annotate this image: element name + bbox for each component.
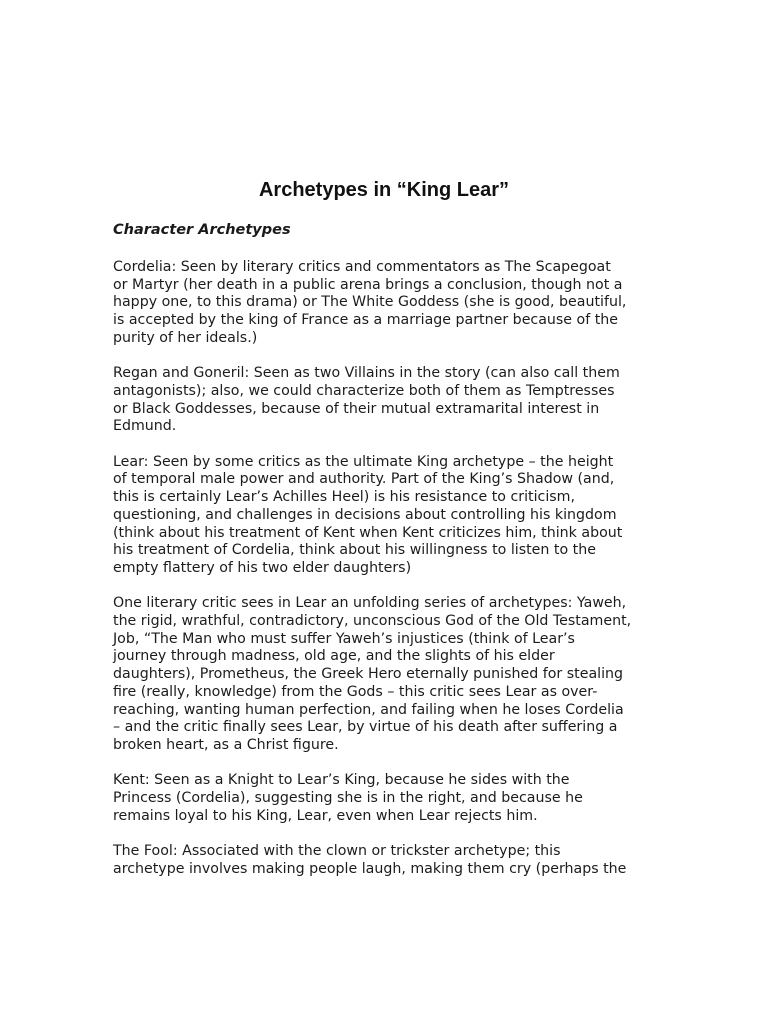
paragraph bbox=[113, 454, 658, 578]
text-line: his treatment of Cordelia, think about his willingness to listen to the bbox=[113, 542, 596, 559]
paragraph bbox=[113, 365, 658, 436]
text-line: daughters), Prometheus, the Greek Hero eternally punished for stealing bbox=[113, 666, 624, 683]
text-line: Job, “The Man who must suffer Yaweh’s injustices (think of Lear’s bbox=[113, 630, 575, 647]
paragraph bbox=[113, 843, 658, 878]
paragraph bbox=[113, 772, 658, 825]
text-line: or Martyr (her death in a public arena brings a conclusion, though not a bbox=[113, 276, 623, 293]
text-line: the rigid, wrathful, contradictory, unconscious God of the Old Testament, bbox=[113, 613, 632, 630]
text-line: One literary critic sees in Lear an unfolding series of archetypes: Yaweh, bbox=[113, 595, 627, 612]
text-line: remains loyal to his King, Lear, even when Lear rejects him. bbox=[113, 807, 538, 824]
text-line: The Fool: Associated with the clown or trickster archetype; this bbox=[113, 843, 561, 860]
text-line: empty flattery of his two elder daughters) bbox=[113, 559, 412, 576]
text-line: is accepted by the king of France as a marriage partner because of the bbox=[113, 312, 619, 329]
section-heading: Character Archetypes bbox=[113, 222, 291, 238]
text-line: Lear: Seen by some critics as the ultimate King archetype – the height bbox=[113, 453, 614, 470]
document-title: Archetypes in “King Lear” bbox=[258, 179, 510, 201]
text-line: – and the critic finally sees Lear, by virtue of his death after suffering a bbox=[113, 719, 618, 736]
text-line: Cordelia: Seen by literary critics and commentators as The Scapegoat bbox=[113, 259, 611, 275]
text-line: or Black Goddesses, because of their mutual extramarital interest in bbox=[113, 400, 600, 417]
text-line: journey through madness, old age, and the slights of his elder bbox=[113, 648, 555, 665]
text-line: archetype involves making people laugh, making them cry (perhaps the bbox=[113, 860, 627, 877]
text-line: purity of her ideals.) bbox=[113, 329, 258, 346]
text-line: broken heart, as a Christ figure. bbox=[113, 736, 339, 753]
text-line: happy one, to this drama) or The White Goddess (she is good, beautiful, bbox=[113, 294, 627, 311]
paragraph bbox=[113, 595, 658, 754]
paragraph bbox=[113, 259, 658, 348]
text-line: antagonists); also, we could characterize both of them as Temptresses bbox=[113, 382, 615, 399]
text-line: Edmund. bbox=[113, 418, 177, 435]
text-line: Regan and Goneril: Seen as two Villains in the story (can also call them bbox=[113, 365, 620, 382]
text-line: (think about his treatment of Kent when Kent criticizes him, think about bbox=[113, 524, 623, 541]
text-line: reaching, wanting human perfection, and failing when he loses Cordelia bbox=[113, 701, 624, 718]
text-line: questioning, and challenges in decisions about controlling his kingdom bbox=[113, 506, 617, 523]
text-line: fire (really, knowledge) from the Gods – this critic sees Lear as over- bbox=[113, 683, 598, 700]
document-body bbox=[113, 259, 658, 896]
text-line: Princess (Cordelia), suggesting she is in the right, and because he bbox=[113, 790, 583, 807]
text-line: this is certainly Lear’s Achilles Heel) is his resistance to criticism, bbox=[113, 489, 576, 506]
text-line: Kent: Seen as a Knight to Lear’s King, because he sides with the bbox=[113, 772, 570, 789]
text-line: of temporal male power and authority. Part of the King’s Shadow (and, bbox=[113, 471, 615, 488]
